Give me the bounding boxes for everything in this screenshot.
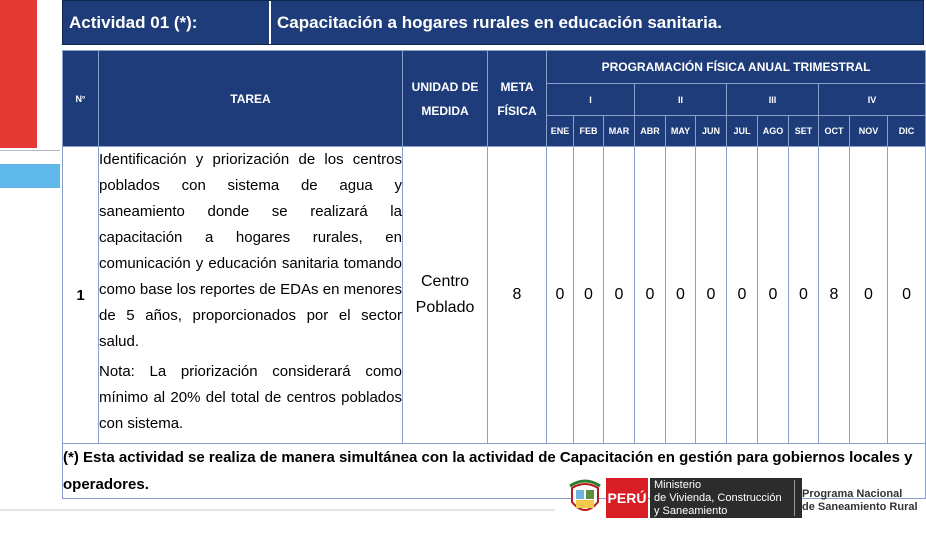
month-value: 0 — [727, 147, 758, 444]
activity-title: Capacitación a hogares rurales en educación sanitaria. — [277, 12, 723, 32]
task-note: Nota: La priorización considerará como mínimo al 20% del total de centros poblados con sistema. — [99, 363, 402, 432]
ministry-name — [650, 478, 802, 518]
month-header: DIC — [888, 116, 926, 147]
month-header: MAY — [666, 116, 696, 147]
month-value: 0 — [758, 147, 789, 444]
month-value: 0 — [547, 147, 574, 444]
quarter-header: II — [635, 84, 727, 116]
decor-bottom-line — [0, 509, 555, 511]
month-header: AGO — [758, 116, 789, 147]
ministry-line: Ministerio — [654, 479, 702, 491]
month-header: JUL — [727, 116, 758, 147]
month-value: 0 — [789, 147, 819, 444]
logo-divider — [794, 480, 795, 516]
col-header-num: N° — [63, 51, 99, 147]
country-badge: PERÚ — [606, 478, 648, 518]
decor-blue-bar — [0, 164, 60, 188]
month-value: 0 — [888, 147, 926, 444]
col-header-program: PROGRAMACIÓN FÍSICA ANUAL TRIMESTRAL — [547, 51, 926, 84]
program-name — [802, 488, 918, 514]
ministry-logo — [568, 476, 920, 524]
coat-of-arms-icon — [568, 476, 602, 520]
table-row — [63, 147, 926, 444]
task-description: Identificación y priorización de los centros poblados con sistema de agua y saneamiento donde se realizará la capacitación a hogares rurales, en comunicación y educación sanitaria tomando como base los reportes de EDAs en menores de 5 años, proporcionados por el sector salud. — [99, 151, 402, 350]
quarter-header: I — [547, 84, 635, 116]
footnote: (*) Esta actividad se realiza de manera simultánea con la actividad de Capacitación en gestión para gobiernos locales y operadores. — [63, 444, 926, 499]
quarter-header: IV — [819, 84, 926, 116]
col-header-goal: META FÍSICA — [488, 51, 547, 147]
month-header: NOV — [850, 116, 888, 147]
month-header: ABR — [635, 116, 666, 147]
month-header: SET — [789, 116, 819, 147]
goal-cell: 8 — [488, 147, 547, 444]
program-line: Programa Nacional — [802, 488, 903, 500]
month-header: FEB — [574, 116, 604, 147]
row-number: 1 — [63, 147, 99, 444]
month-value: 0 — [635, 147, 666, 444]
month-value: 0 — [666, 147, 696, 444]
month-header: MAR — [604, 116, 635, 147]
col-header-unit: UNIDAD DE MEDIDA — [403, 51, 488, 147]
task-cell — [99, 147, 403, 444]
month-value: 8 — [819, 147, 850, 444]
decor-divider — [0, 150, 60, 151]
decor-red-bar — [0, 0, 37, 148]
quarter-header: III — [727, 84, 819, 116]
month-header: ENE — [547, 116, 574, 147]
month-value: 0 — [604, 147, 635, 444]
activity-header — [62, 0, 924, 45]
ministry-line: y Saneamiento — [654, 505, 728, 517]
month-value: 0 — [696, 147, 727, 444]
month-header: JUN — [696, 116, 727, 147]
unit-cell: Centro Poblado — [403, 147, 488, 444]
col-header-task: TAREA — [99, 51, 403, 147]
ministry-line: de Vivienda, Construcción — [654, 492, 782, 504]
programming-table — [62, 50, 926, 499]
month-value: 0 — [850, 147, 888, 444]
activity-label: Actividad 01 (*): — [63, 1, 271, 44]
program-line: de Saneamiento Rural — [802, 501, 918, 513]
month-header: OCT — [819, 116, 850, 147]
month-value: 0 — [574, 147, 604, 444]
